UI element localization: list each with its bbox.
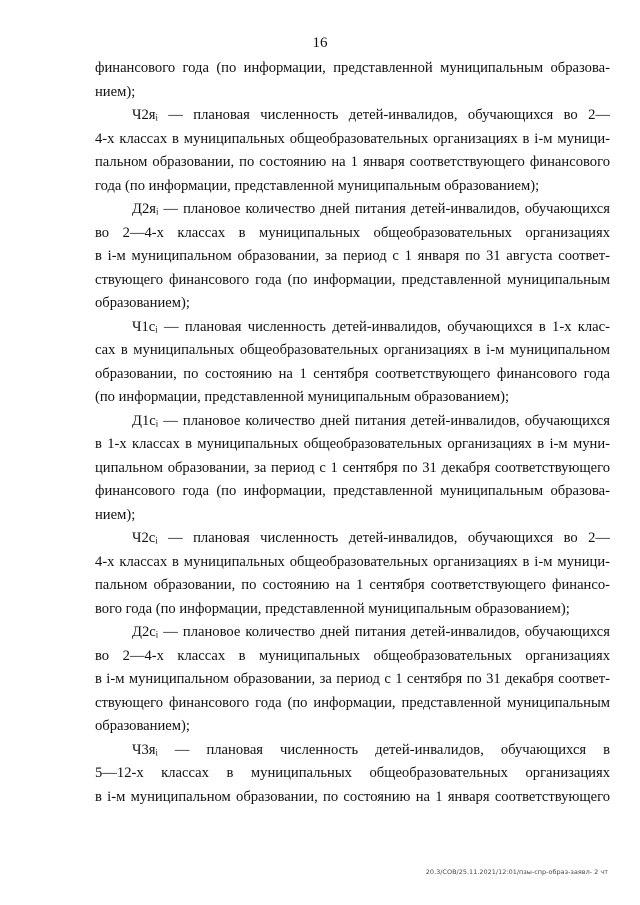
text-line: 4-х классах в муниципальных общеобразовательных организациях в i-м муници- — [95, 553, 610, 570]
text-line: образовании, по состоянию на 1 сентября соответствующего финансового года — [95, 365, 610, 382]
text-line: (по информации, представленной муниципальным образованием); — [95, 389, 510, 405]
text-line: 5—12-х классах в муниципальных общеобразовательных организациях — [95, 765, 610, 781]
paragraph-ch1s-first-line: Ч1сᵢ — плановая численность детей-инвалидов, обучающихся в 1-х клас- — [132, 318, 610, 335]
text-line: в i-м муниципальном образовании, по состоянию на 1 января соответствующего — [95, 788, 610, 805]
text-line: нием); — [95, 506, 136, 523]
text-line: пальном образовании, по состоянию на 1 сентября соответствующего финансо- — [95, 577, 610, 593]
paragraph-d1s-first-line: Д1сᵢ — плановое количество дней питания детей-инвалидов, обучающихся — [132, 412, 610, 429]
text-line: сах в муниципальных общеобразовательных организациях в i-м муниципальном — [95, 342, 610, 358]
page-number: 16 — [312, 35, 328, 51]
text-line: в i-м муниципальном образовании, за период с 1 января по 31 августа соответ- — [95, 248, 610, 264]
text-line: во 2—4-х классах в муниципальных общеобразовательных организациях — [95, 224, 610, 241]
text-line: финансового года (по информации, представленной муниципальным образова- — [95, 483, 610, 499]
paragraph-ch3ya-first-line: Ч3яᵢ — плановая численность детей-инвалидов, обучающихся в — [132, 741, 610, 758]
text-line: пальном образовании, по состоянию на 1 января соответствующего финансового — [95, 154, 610, 170]
text-line: ципальном образовании, за период с 1 сентября по 31 декабря соответствующего — [95, 459, 610, 476]
document-body — [95, 57, 610, 809]
text-line: финансового года (по информации, представленной муниципальным образова- — [95, 60, 610, 76]
text-line: года (по информации, представленной муниципальным образованием); — [95, 177, 540, 194]
text-line: в 1-х классах в муниципальных общеобразовательных организациях в i-м муни- — [95, 436, 610, 452]
text-line: ствующего финансового года (по информации, представленной муниципальным — [95, 271, 610, 288]
text-line: ствующего финансового года (по информации, представленной муниципальным — [95, 694, 610, 711]
paragraph-d2ya-first-line: Д2яᵢ — плановое количество дней питания детей-инвалидов, обучающихся — [132, 201, 610, 217]
text-line: в i-м муниципальном образовании, за период с 1 сентября по 31 декабря соответ- — [95, 671, 610, 687]
text-line: 4-х классах в муниципальных общеобразовательных организациях в i-м муници- — [95, 130, 610, 147]
text-line: образованием); — [95, 295, 190, 311]
paragraph-ch2s-first-line: Ч2сᵢ — плановая численность детей-инвалидов, обучающихся во 2— — [132, 530, 610, 546]
paragraph-ch2ya-first-line: Ч2яᵢ — плановая численность детей-инвалидов, обучающихся во 2— — [132, 107, 610, 123]
text-line: нием); — [95, 83, 136, 100]
document-footer-code: 20.3/СОВ/25.11.2021/12:01/пзы-спр-образ-заявл- 2 чт — [425, 868, 608, 876]
text-line: образованием); — [95, 718, 190, 734]
text-line: во 2—4-х классах в муниципальных общеобразовательных организациях — [95, 647, 610, 664]
paragraph-d2s-first-line: Д2сᵢ — плановое количество дней питания детей-инвалидов, обучающихся — [132, 624, 610, 640]
text-line: вого года (по информации, представленной муниципальным образованием); — [95, 600, 570, 617]
